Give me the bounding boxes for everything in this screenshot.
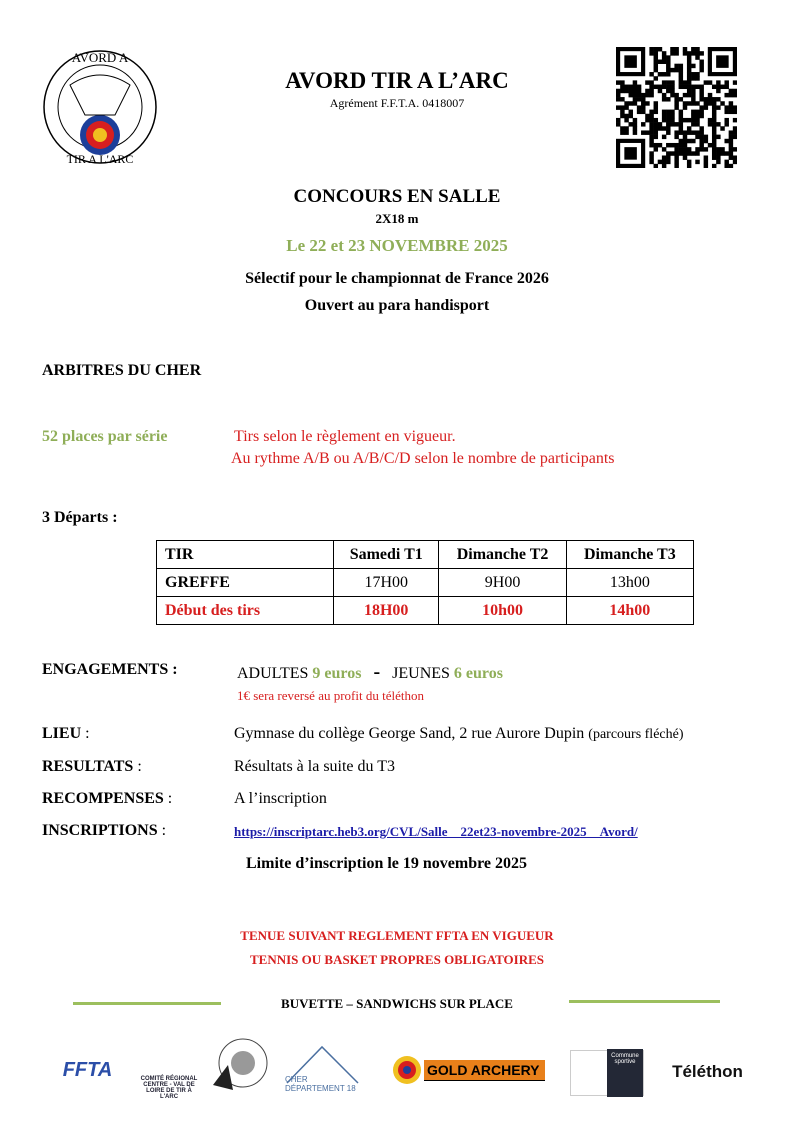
info-recompenses (42, 790, 172, 808)
telethon-logo (665, 1058, 750, 1086)
agrement: Agrément F.F.T.A. 0418007 (329, 96, 465, 110)
info-lieu-value (234, 725, 684, 743)
info-label: INSCRIPTIONS (42, 822, 158, 839)
telethon-note: 1€ sera reversé au profit du téléthon (237, 688, 424, 703)
limite: Limite d’inscription le 19 novembre 2025 (246, 855, 528, 872)
resultats-value: Résultats à la suite du T3 (234, 758, 396, 775)
cell: 13h00 (566, 569, 693, 597)
archer-logo (205, 1035, 270, 1095)
info-resultats (42, 758, 142, 776)
recompenses-value: A l’inscription (234, 790, 327, 807)
logo-text: GOLD ARCHERY (424, 1060, 545, 1081)
header-cell: Samedi T1 (334, 541, 439, 569)
row-label: Début des tirs (157, 597, 334, 625)
info-sep: : (133, 758, 142, 775)
event-distance: 2X18 m (375, 211, 419, 226)
club-title: AVORD TIR A L’ARC (285, 68, 509, 93)
commune-sportive-logo (570, 1050, 644, 1096)
logo-text: COMITÉ RÉGIONAL CENTRE - VAL DE LOIRE DE TIR À L'ARC (140, 1076, 198, 1100)
info-sep: : (81, 725, 90, 742)
logo-text: Commune sportive (607, 1049, 643, 1097)
lieu-note: (parcours fléché) (588, 727, 684, 742)
departs-label: 3 Départs : (42, 509, 118, 526)
buvette: BUVETTE – SANDWICHS SUR PLACE (281, 996, 513, 1011)
logo-text: Téléthon (672, 1062, 743, 1081)
cell: 18H00 (334, 597, 439, 625)
header-cell: TIR (157, 541, 334, 569)
cher-logo (285, 1045, 360, 1093)
cell: 9H00 (439, 569, 566, 597)
event-title: CONCOURS EN SALLE (293, 186, 501, 207)
ffta-logo (45, 1050, 130, 1090)
info-label: LIEU (42, 725, 82, 742)
engagements-prices (237, 661, 503, 684)
cell: 14h00 (566, 597, 693, 625)
header-cell: Dimanche T3 (566, 541, 693, 569)
comite-regional-logo (140, 1032, 198, 1100)
event-date: Le 22 et 23 NOVEMBRE 2025 (286, 236, 508, 255)
logo-text: CHER DÉPARTEMENT 18 (285, 1075, 356, 1093)
table-row (157, 597, 694, 625)
event-selective: Sélectif pour le championnat de France 2026 (245, 270, 549, 287)
info-label: RECOMPENSES (42, 790, 164, 807)
info-inscriptions (42, 822, 166, 840)
logo-text: FFTA (62, 1058, 113, 1081)
jeunes-price: 6 euros (453, 665, 503, 682)
row-label: GREFFE (157, 569, 334, 597)
info-lieu (42, 725, 90, 743)
departs-table (156, 540, 694, 625)
jeunes: JEUNES (392, 665, 450, 682)
info-sep: : (163, 790, 173, 807)
adultes: ADULTES (237, 665, 309, 682)
places-label: 52 places par série (42, 428, 168, 445)
cell: 10h00 (439, 597, 566, 625)
cell: 17H00 (334, 569, 439, 597)
tenue-1: TENUE SUIVANT REGLEMENT FFTA EN VIGUEUR (240, 928, 554, 943)
lieu-value: Gymnase du collège George Sand, 2 rue Aurore Dupin (234, 725, 585, 742)
engagements-label: ENGAGEMENTS : (42, 661, 178, 678)
separator: - (373, 661, 381, 683)
tenue-2: TENNIS OU BASKET PROPRES OBLIGATOIRES (249, 952, 545, 967)
table-row (157, 569, 694, 597)
adultes-price: 9 euros (312, 665, 362, 682)
gold-archery-logo (390, 1055, 545, 1085)
arbitres: ARBITRES DU CHER (42, 362, 202, 379)
info-sep: : (157, 822, 167, 839)
event-para: Ouvert au para handisport (304, 297, 490, 314)
svg-text:TIR A L'ARC: TIR A L'ARC (66, 152, 134, 166)
rule-2: Au rythme A/B ou A/B/C/D selon le nombre de participants (231, 450, 615, 467)
svg-text:AVORD A: AVORD A (71, 50, 129, 65)
rule-1: Tirs selon le règlement en vigueur. (234, 428, 456, 445)
table-header-row (157, 541, 694, 569)
info-label: RESULTATS (42, 758, 134, 775)
header-cell: Dimanche T2 (439, 541, 566, 569)
inscription-link[interactable]: https://inscriptarc.heb3.org/CVL/Salle__22et23-novembre-2025__Avord/ (234, 824, 638, 839)
qr-code[interactable] (616, 47, 737, 168)
